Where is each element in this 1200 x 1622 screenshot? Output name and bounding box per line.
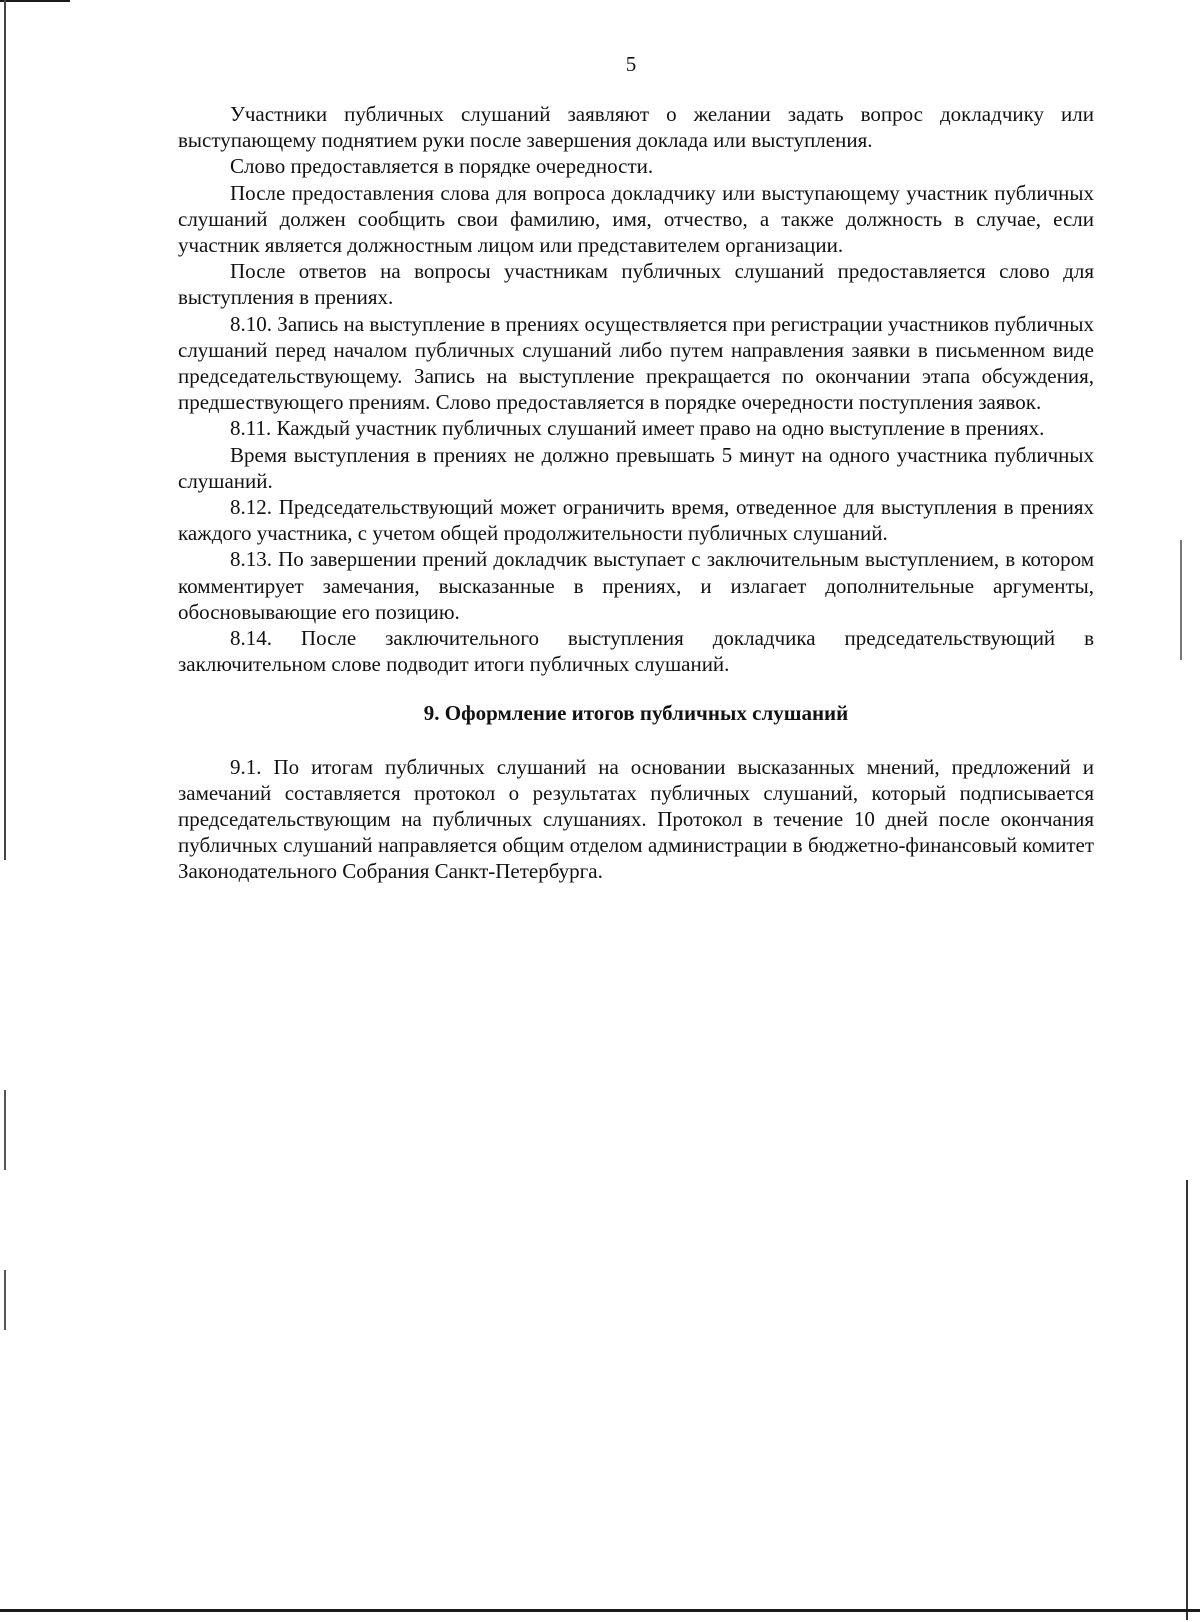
paragraph: Время выступления в прениях не должно превышать 5 минут на одного участника публичных слушаний. bbox=[178, 442, 1094, 493]
scan-edge-left-lower-2 bbox=[4, 1270, 6, 1330]
paragraph-9-1: 9.1. По итогам публичных слушаний на основании высказанных мнений, предложений и замечаний составляется протокол о результатах публичных слушаний, который подписывается председательствующим на публичных слушаниях. Протокол в течение 10 дней после окончания публичных слушаний направляется общим отделом администрации в бюджетно-финансовый комитет Законодательного Собрания Санкт-Петербурга. bbox=[178, 754, 1094, 884]
scan-edge-right bbox=[1180, 540, 1182, 660]
page-number: 5 bbox=[625, 52, 637, 76]
paragraph-8-12: 8.12. Председательствующий может ограничить время, отведенное для выступления в прениях каждого участника, с учетом общей продолжительности публичных слушаний. bbox=[178, 495, 1094, 546]
paragraph: Слово предоставляется в порядке очередности. bbox=[230, 154, 654, 179]
paragraph: После предоставления слова для вопроса докладчику или выступающему участник публичных слушаний должен сообщить свои фамилию, имя, отчество, а также должность в случае, если участник является должностным лицом или представителем организации. bbox=[178, 180, 1094, 258]
scan-edge-bottom bbox=[0, 1609, 1200, 1612]
paragraph: Участники публичных слушаний заявляют о желании задать вопрос докладчику или выступающему поднятием руки после завершения доклада или выступления. bbox=[178, 102, 1094, 153]
scan-edge-top bbox=[0, 0, 70, 2]
scan-edge-left bbox=[4, 0, 6, 860]
paragraph-8-11: 8.11. Каждый участник публичных слушаний имеет право на одно выступление в прениях. bbox=[230, 416, 1045, 441]
paragraph: После ответов на вопросы участникам публичных слушаний предоставляется слово для выступления в прениях. bbox=[178, 259, 1094, 310]
paragraph-8-14: 8.14. После заключительного выступления докладчика председательствующий в заключительном слове подводит итоги публичных слушаний. bbox=[178, 626, 1094, 677]
section-heading: 9. Оформление итогов публичных слушаний bbox=[423, 701, 849, 726]
scan-edge-left-lower bbox=[4, 1090, 6, 1170]
body-text bbox=[178, 101, 1094, 885]
scan-edge-right-lower bbox=[1186, 1180, 1188, 1620]
paragraph-8-13: 8.13. По завершении прений докладчик выступает с заключительным выступлением, в котором комментирует замечания, высказанные в прениях, и излагает дополнительные аргументы, обосновывающие его позицию. bbox=[178, 547, 1094, 624]
paragraph-8-10: 8.10. Запись на выступление в прениях осуществляется при регистрации участников публичных слушаний перед началом публичных слушаний либо путем направления заявки в письменном виде председательствующему. Запись на выступление прекращается по окончании этапа обсуждения, предшествующего прениям. Слово предоставляется в порядке очередности поступления заявок. bbox=[178, 311, 1094, 415]
